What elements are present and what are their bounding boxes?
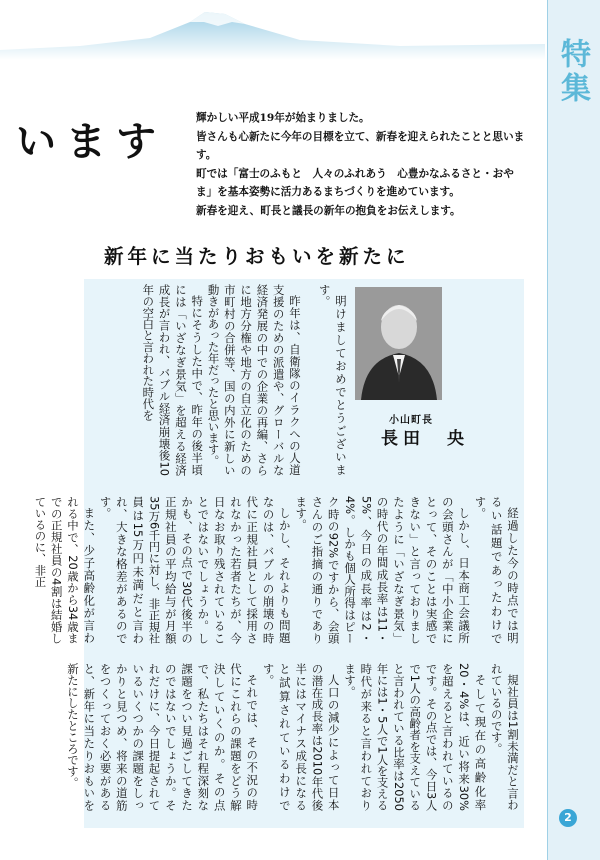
article-column-2 — [33, 496, 521, 644]
article-headline: 新年に当たりおもいを新たに — [104, 245, 410, 268]
intro-line: 町では「富士のふもと 人々のふれあう 心豊かなふるさと・おやま」を基本姿勢に活力あるまちづくりを進めています。 — [196, 167, 514, 199]
intro-line: 輝かしい平成19年が始まりました。 — [196, 112, 370, 124]
paragraph: 経過した今の時点では明るい話題であったわけです。 — [473, 496, 520, 644]
caption-title: 小山町長 — [389, 415, 433, 426]
paragraph: しかし、日本商工会議所の会頭さんが「中小企業にとって、そのことは実感できない」と言っておりましたように「いざなぎ景気」の時代の年間成長率は11・5%、今日の成長率は2・4%。しかも個人所得はピーク時の92%ですから、会頭さんのご指摘の通りであります。 — [294, 496, 472, 644]
caption-name: 長田 央 — [381, 429, 469, 449]
mayor-portrait-photo — [355, 287, 442, 400]
article-lead — [315, 284, 349, 476]
paragraph: しかし、それよりも問題なのは、バブルの崩壊の時代に正規社員として採用されなかった若者たちが、今日なお取り残されていることではないでしょうか。しかも、その点で30代後半の正規社員の平均給与が月額35万6千円に対し、非正規社員は15万円未満だと言われ、大きな格差があるのです。 — [98, 496, 292, 644]
article-column-3 — [65, 663, 521, 811]
intro-text — [196, 109, 526, 221]
portrait-icon — [355, 287, 442, 400]
paragraph: 特にそうした中で、昨年の後半頃には「いざなぎ景気」を超える経済成長が言われ、バブル経済崩壊後10年の空白と言われた時代を — [141, 284, 205, 476]
side-strip — [547, 0, 600, 860]
intro-line: 皆さんも心新たに今年の目標を立て、新春を迎えられたことと思います。 — [196, 130, 525, 162]
page-number: 2 — [559, 809, 577, 827]
paragraph: 規社員は1割未満だと言われているのです。 — [489, 663, 520, 811]
article-column-1 — [93, 284, 303, 476]
special-feature-label: 特集 — [555, 38, 590, 106]
intro-line: 新春を迎え、町長と議長の新年の抱負をお伝えします。 — [196, 204, 461, 217]
paragraph: また、少子高齢化が言われる中で、20歳から34歳までの正規社員の4割は結婚しているのに、非正 — [33, 496, 97, 644]
big-title: います — [16, 118, 166, 165]
paragraph: そして現在の高齢化率20・4%は、近い将来30%を超えると言われているのです。その点では、今日3人で1人の高齢者を支えていると言われている比率は2050年には1・5人で1人を支える時代が来ると言われております。 — [343, 663, 488, 811]
mount-fuji-header-graphic — [0, 0, 545, 60]
paragraph: 人口の減少によって日本の潜在成長率は2010年代後半にはマイナス成長になると試算されているわけです。 — [261, 663, 341, 811]
side-divider — [547, 0, 548, 860]
paragraph: 明けましておめでとうございます。 — [317, 284, 348, 476]
paragraph: それでは、その不況の時代にこれらの課題をどう解決していくのか。その点で、私たちはそれ程深刻な課題をつい見過ごしてきたのではないでしょうか。それだけに、今日提起されているいくつかの課題をしっかりと見つめ、将来の道筋をつくっておく必要があると、新年に当たりおもいを新たにしたところです。 — [65, 663, 260, 811]
paragraph: 昨年は、自衛隊のイラクへの人道支援のための派遣や、グローバルな経済発展の中での企業の再編、さらに地方分権や地方の自立化のための市町村の合併等、国の内外に新しい動きがあった年だったと思います。 — [206, 284, 302, 476]
